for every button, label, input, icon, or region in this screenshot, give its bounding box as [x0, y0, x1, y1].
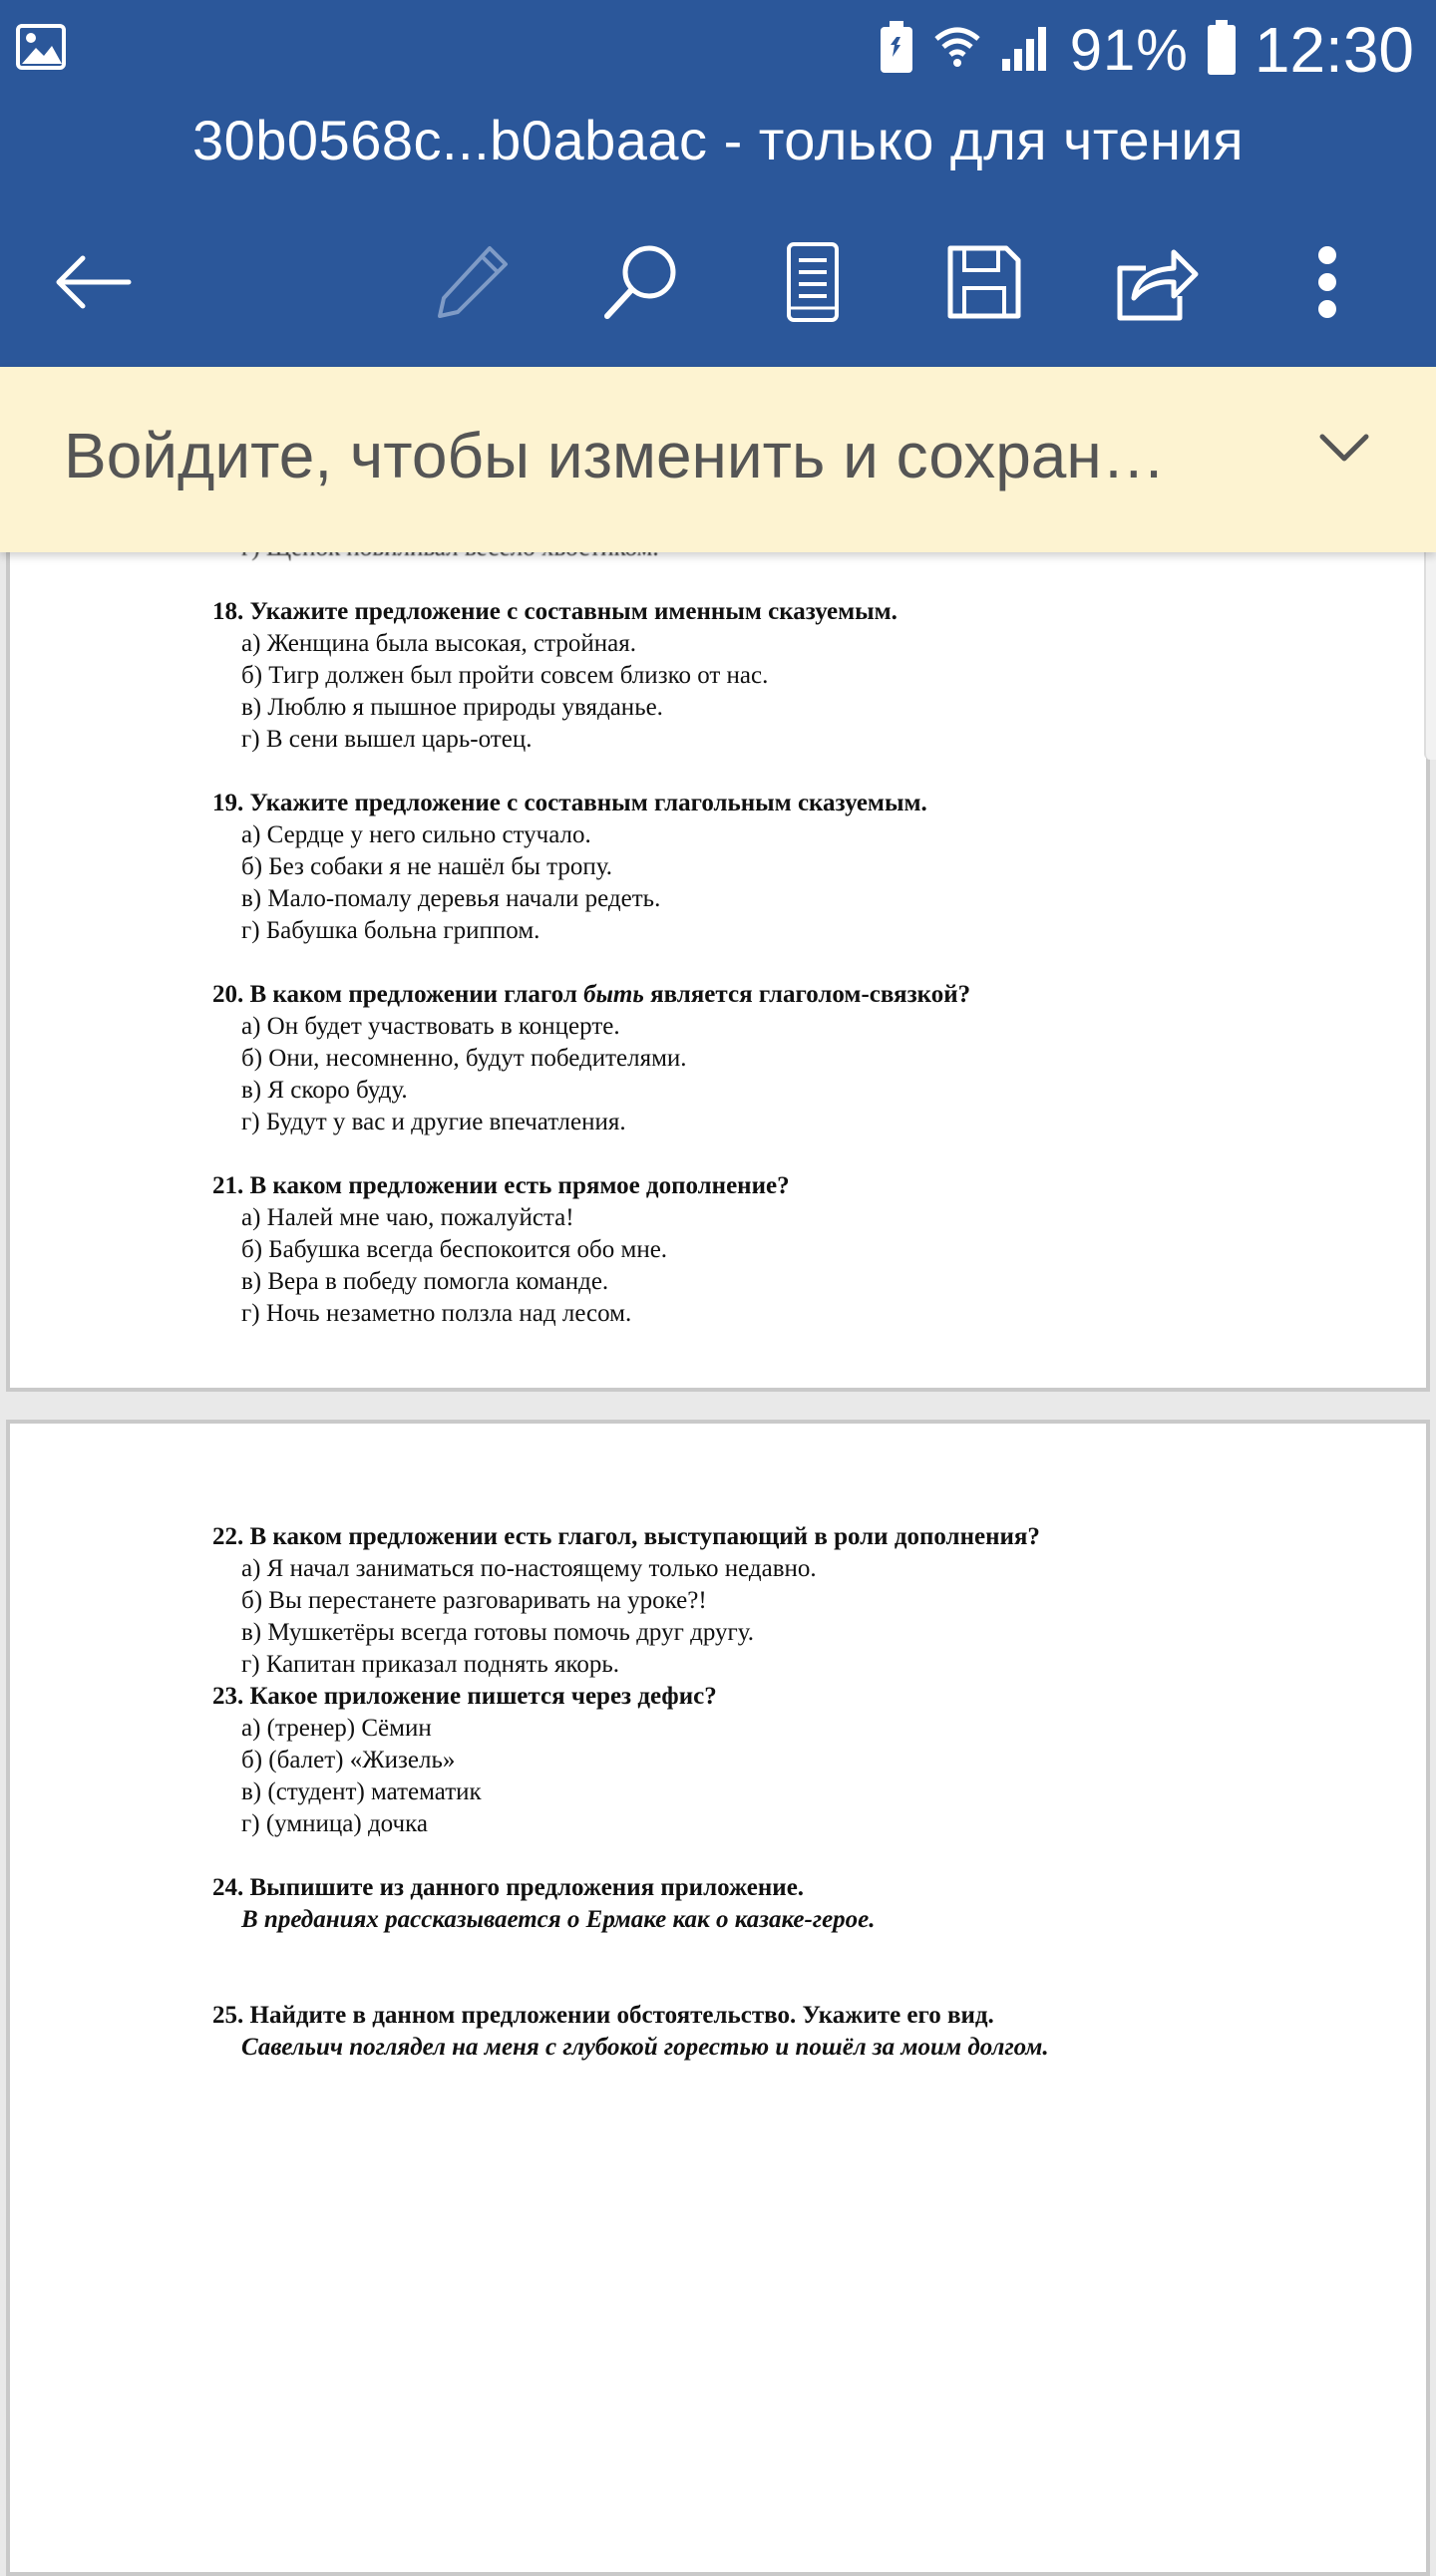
- option: б) Тигр должен был пройти совсем близко от нас.: [241, 662, 769, 689]
- question-21: [10, 1170, 1426, 1330]
- page1-content: [10, 596, 1426, 1362]
- question-heading: 19. Укажите предложение с составным глагольным сказуемым.: [212, 790, 927, 816]
- more-options-button[interactable]: [1282, 239, 1372, 329]
- question-24: [10, 1872, 1426, 1936]
- edit-pencil-icon: [432, 242, 512, 327]
- option: а) (тренер) Сёмин: [241, 1715, 432, 1742]
- heading-post: является глаголом-связкой?: [643, 981, 971, 1008]
- share-icon: [1116, 242, 1200, 327]
- question-heading: 21. В каком предложении есть прямое дополнение?: [212, 1172, 790, 1199]
- battery-icon: [1207, 20, 1237, 81]
- sign-in-banner[interactable]: [0, 367, 1436, 552]
- option: в) Мало-помалу деревья начали редеть.: [241, 885, 661, 912]
- status-clock: 12:30: [1254, 14, 1414, 86]
- edit-button[interactable]: [427, 239, 517, 329]
- signal-icon: [1000, 23, 1052, 78]
- heading-emphasis: быть: [583, 981, 644, 1008]
- option: а) Я начал заниматься по-настоящему только недавно.: [241, 1555, 817, 1582]
- option: в) Мушкетёры всегда готовы помочь друг другу.: [241, 1619, 754, 1646]
- document-title: 30b0568c...b0abaac - только для чтения: [191, 109, 1245, 171]
- question-heading: 24. Выпишите из данного предложения приложение.: [212, 1874, 805, 1901]
- gallery-icon: [16, 24, 66, 75]
- question-25: [10, 2000, 1426, 2064]
- toolbar: [0, 221, 1436, 341]
- wifi-icon: [932, 23, 982, 78]
- question-heading: 18. Укажите предложение с составным именным сказуемым.: [212, 598, 898, 625]
- more-options-icon: [1315, 245, 1339, 324]
- option: г) Будут у вас и другие впечатления.: [241, 1109, 626, 1135]
- question-23: [10, 1681, 1426, 1840]
- question-sentence: В преданиях рассказывается о Ермаке как о казаке-герое.: [241, 1906, 876, 1933]
- document-page-2[interactable]: [6, 1420, 1430, 2576]
- save-icon: [944, 242, 1024, 327]
- option: в) Люблю я пышное природы увяданье.: [241, 694, 663, 721]
- search-button[interactable]: [596, 239, 686, 329]
- option: а) Женщина была высокая, стройная.: [241, 630, 636, 657]
- option: г) Ночь незаметно ползла над лесом.: [241, 1300, 632, 1327]
- reading-view-button[interactable]: [768, 239, 858, 329]
- battery-saver-icon: [879, 21, 914, 80]
- option: б) Вы перестанете разговаривать на уроке?!: [241, 1587, 707, 1614]
- question-sentence: Савельич поглядел на меня с глубокой горестью и пошёл за моим долгом.: [241, 2034, 1049, 2061]
- option: б) Они, несомненно, будут победителями.: [241, 1045, 687, 1072]
- app-bar: [0, 0, 1436, 367]
- banner-text: Войдите, чтобы изменить и сохран…: [64, 420, 1166, 491]
- status-right: [879, 12, 1414, 88]
- option: г) Капитан приказал поднять якорь.: [241, 1651, 620, 1678]
- option: г) В сени вышел царь-отец.: [241, 726, 533, 753]
- option: б) Без собаки я не нашёл бы тропу.: [241, 853, 613, 880]
- option: а) Налей мне чаю, пожалуйста!: [241, 1204, 574, 1231]
- back-button[interactable]: [48, 239, 138, 329]
- option: г) (умница) дочка: [241, 1810, 428, 1837]
- reading-view-icon: [783, 240, 843, 329]
- question-heading: 25. Найдите в данном предложении обстоятельство. Укажите его вид.: [212, 2002, 994, 2029]
- chevron-down-icon[interactable]: [1318, 429, 1370, 470]
- question-heading: [10, 979, 1426, 1011]
- option: в) Я скоро буду.: [241, 1077, 408, 1104]
- save-button[interactable]: [939, 239, 1029, 329]
- question-heading: 22. В каком предложении есть глагол, выступающий в роли дополнения?: [212, 1523, 1040, 1550]
- question-19: [10, 788, 1426, 947]
- question-20: [10, 979, 1426, 1138]
- option: б) (балет) «Жизель»: [241, 1747, 456, 1773]
- question-18: [10, 596, 1426, 756]
- share-button[interactable]: [1113, 239, 1203, 329]
- question-22: [10, 1521, 1426, 1681]
- page2-content: [10, 1521, 1426, 2095]
- option: г) Бабушка больна гриппом.: [241, 917, 540, 944]
- option: а) Сердце у него сильно стучало.: [241, 821, 591, 848]
- search-icon: [601, 242, 681, 327]
- heading-pre: 20. В каком предложении глагол: [212, 981, 584, 1008]
- option: б) Бабушка всегда беспокоится обо мне.: [241, 1236, 668, 1263]
- option: а) Он будет участвовать в концерте.: [241, 1013, 620, 1040]
- status-bar: [0, 0, 1436, 100]
- option: в) Вера в победу помогла команде.: [241, 1268, 609, 1295]
- question-heading: 23. Какое приложение пишется через дефис?: [212, 1683, 717, 1710]
- back-arrow-icon: [53, 252, 133, 317]
- option: в) (студент) математик: [241, 1778, 482, 1805]
- battery-percent: 91%: [1069, 17, 1189, 83]
